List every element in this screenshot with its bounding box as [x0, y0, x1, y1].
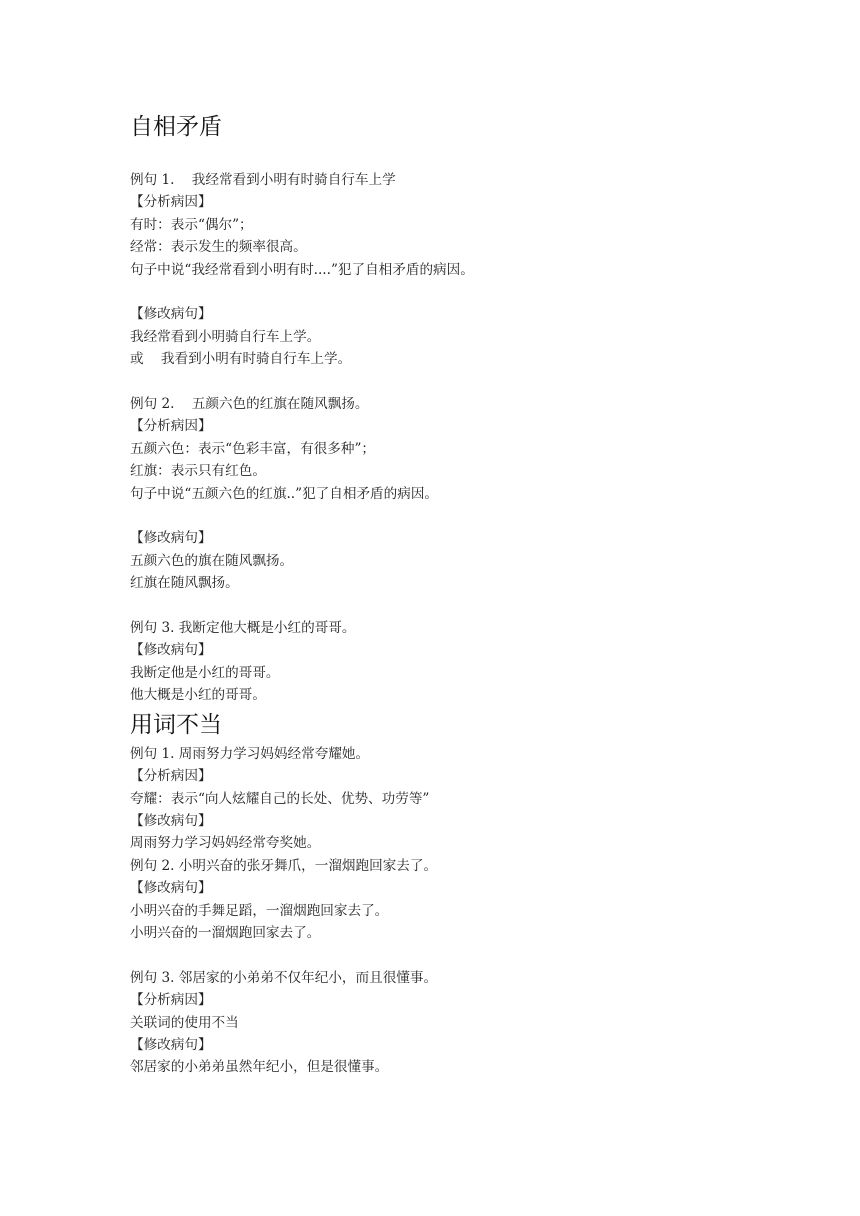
analysis-line: 经常：表示发生的频率很高。 [130, 239, 307, 256]
fix-label: 【修改病句】 [130, 306, 212, 323]
analysis-line: 红旗：表示只有红色。 [130, 463, 266, 480]
fix-line: 邻居家的小弟弟虽然年纪小，但是很懂事。 [130, 1059, 389, 1076]
example-sentence: 例句 3. 我断定他大概是小红的哥哥。 [130, 620, 356, 637]
fix-label: 【修改病句】 [130, 642, 212, 659]
fix-label: 【修改病句】 [130, 1036, 212, 1053]
section-title-self-contradiction: 自相矛盾 [130, 114, 222, 140]
document-body [130, 112, 770, 1079]
fix-label: 【修改病句】 [130, 530, 212, 547]
analysis-line: 关联词的使用不当 [130, 1014, 239, 1031]
fix-line: 我断定他是小红的哥哥。 [130, 664, 280, 681]
section-title-improper-wording: 用词不当 [130, 711, 222, 738]
analysis-line: 句子中说“我经常看到小明有时....”犯了自相矛盾的病因。 [130, 261, 474, 278]
fix-line: 五颜六色的旗在随风飘扬。 [130, 552, 294, 569]
fix-line: 我经常看到小明骑自行车上学。 [130, 328, 321, 345]
example-sentence: 例句 1. 我经常看到小明有时骑自行车上学 [130, 172, 396, 188]
example-sentence: 例句 2. 五颜六色的红旗在随风飘扬。 [130, 396, 369, 413]
analysis-line: 有时：表示“偶尔”； [130, 216, 253, 233]
fix-line: 小明兴奋的手舞足蹈，一溜烟跑回家去了。 [130, 902, 389, 919]
example-sentence: 例句 3. 邻居家的小弟弟不仅年纪小，而且很懂事。 [130, 969, 438, 986]
analysis-label: 【分析病因】 [130, 194, 212, 211]
fix-line: 周雨努力学习妈妈经常夸奖她。 [130, 835, 321, 852]
analysis-line: 五颜六色：表示“色彩丰富，有很多种”； [130, 440, 375, 457]
example-sentence: 例句 1. 周雨努力学习妈妈经常夸耀她。 [130, 745, 370, 762]
fix-line: 红旗在随风飘扬。 [130, 575, 239, 592]
fix-label: 【修改病句】 [130, 812, 212, 829]
analysis-line: 夸耀：表示“向人炫耀自己的长处、优势、功劳等” [130, 790, 430, 807]
analysis-label: 【分析病因】 [130, 768, 212, 785]
fix-line: 或 我看到小明有时骑自行车上学。 [130, 351, 352, 368]
fix-line: 小明兴奋的一溜烟跑回家去了。 [130, 924, 321, 941]
example-sentence: 例句 2. 小明兴奋的张牙舞爪，一溜烟跑回家去了。 [130, 857, 438, 874]
fix-label: 【修改病句】 [130, 880, 212, 897]
fix-line: 他大概是小红的哥哥。 [130, 687, 266, 704]
analysis-line: 句子中说“五颜六色的红旗..”犯了自相矛盾的病因。 [130, 485, 439, 502]
analysis-label: 【分析病因】 [130, 992, 212, 1009]
analysis-label: 【分析病因】 [130, 418, 212, 435]
